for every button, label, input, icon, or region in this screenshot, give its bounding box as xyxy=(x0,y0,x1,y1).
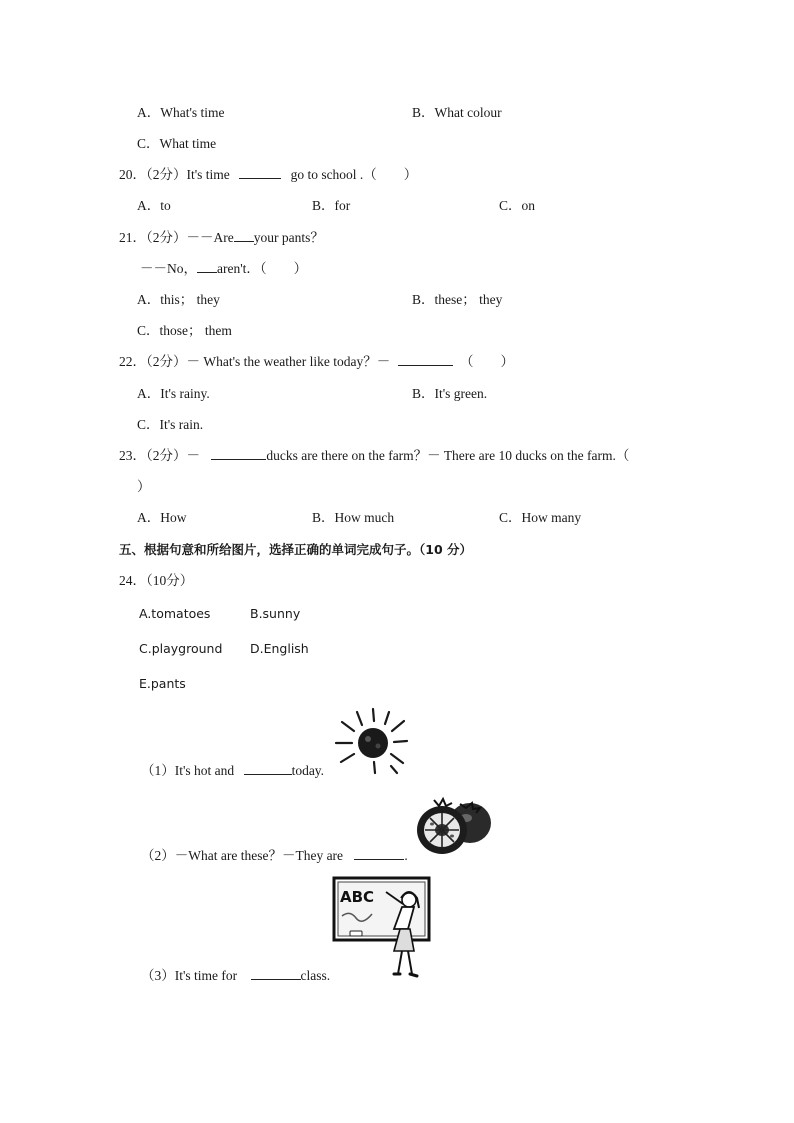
q21-option-a: A．this； they xyxy=(137,292,220,307)
q21-option-b: B．these； they xyxy=(412,292,503,307)
q23-text-tail: ） xyxy=(137,479,151,494)
section-5-heading: 五、根据句意和所给图片，选择正确的单词完成句子。（10 分） xyxy=(119,542,472,557)
q22-score: （2分） xyxy=(146,354,187,369)
q24-blank-3 xyxy=(251,967,301,980)
q19-option-a: A．What's time xyxy=(137,105,225,120)
q21-line1-pre: －－Are xyxy=(186,230,234,245)
q23-option-a: A．How xyxy=(137,510,187,525)
q19-option-b: B．What colour xyxy=(412,105,502,120)
q24-s2-post: . xyxy=(404,848,408,863)
q20-blank xyxy=(239,166,281,179)
q23-stem xyxy=(119,447,629,465)
q21-option-c: C．those； them xyxy=(137,323,232,338)
q22-option-c: C．It's rain. xyxy=(137,417,204,432)
q20-option-a: A．to xyxy=(137,198,171,213)
q20-stem xyxy=(119,166,417,184)
q20-score: （2分） xyxy=(146,167,187,182)
q24-sentence-1 xyxy=(141,762,324,780)
q22-blank xyxy=(398,353,453,366)
q23-text-pre: － xyxy=(186,448,200,463)
q22-number: 22． xyxy=(119,354,146,369)
q24-word-e: E.pants xyxy=(139,676,186,691)
q24-blank-1 xyxy=(244,762,292,775)
q23-option-b: B．How much xyxy=(312,510,395,525)
q24-number: 24． xyxy=(119,573,146,588)
sun-icon xyxy=(333,706,411,776)
q22-text-pre: － What's the weather like today？－ xyxy=(186,354,391,369)
q24-word-a: A.tomatoes xyxy=(139,606,211,621)
q24-score: （10分） xyxy=(146,573,194,588)
q20-text-pre: It's time xyxy=(186,167,230,182)
q22-option-a: A．It's rainy. xyxy=(137,386,210,401)
q21-line2-pre: －－No， xyxy=(140,261,197,276)
q21-line2 xyxy=(140,260,307,278)
tomatoes-icon xyxy=(414,790,494,860)
q21-stem xyxy=(119,229,324,247)
q19-option-c: C．What time xyxy=(137,136,217,151)
q21-line1-post: your pants？ xyxy=(253,230,324,245)
q21-score: （2分） xyxy=(146,230,187,245)
q24-s3-pre: （3）It's time for xyxy=(141,968,238,983)
teacher-blackboard-icon xyxy=(332,876,432,982)
q21-number: 21． xyxy=(119,230,146,245)
q23-option-c: C．How many xyxy=(499,510,582,525)
q20-number: 20． xyxy=(119,167,146,182)
q22-stem xyxy=(119,353,514,371)
q23-blank xyxy=(211,447,266,460)
q24-s1-post: today. xyxy=(291,763,325,778)
q24-blank-2 xyxy=(354,847,404,860)
q24-sentence-3 xyxy=(141,967,330,985)
q24-header xyxy=(119,572,193,590)
q24-s1-pre: （1）It's hot and xyxy=(141,763,235,778)
q24-word-b: B.sunny xyxy=(250,606,301,621)
q24-word-c: C.playground xyxy=(139,641,223,656)
q21-line2-post: aren't．（ ） xyxy=(217,261,308,276)
q23-score: （2分） xyxy=(146,448,187,463)
q21-blank-1 xyxy=(234,229,254,242)
q24-s3-post: class. xyxy=(300,968,331,983)
q20-text-post: go to school .（ ） xyxy=(290,167,418,182)
q23-number: 23． xyxy=(119,448,146,463)
q20-option-c: C．on xyxy=(499,198,536,213)
q22-option-b: B．It's green. xyxy=(412,386,488,401)
q23-text-mid: ducks are there on the farm？－ There are 10 ducks on the farm.（ xyxy=(266,448,630,463)
q24-word-d: D.English xyxy=(250,641,309,656)
q21-blank-2 xyxy=(197,260,217,273)
q24-sentence-2 xyxy=(141,847,408,865)
q20-option-b: B．for xyxy=(312,198,351,213)
blackboard-text: ABC xyxy=(340,888,375,906)
q24-s2-pre: （2）－What are these？－They are xyxy=(141,848,344,863)
q22-text-post: （ ） xyxy=(460,354,514,369)
